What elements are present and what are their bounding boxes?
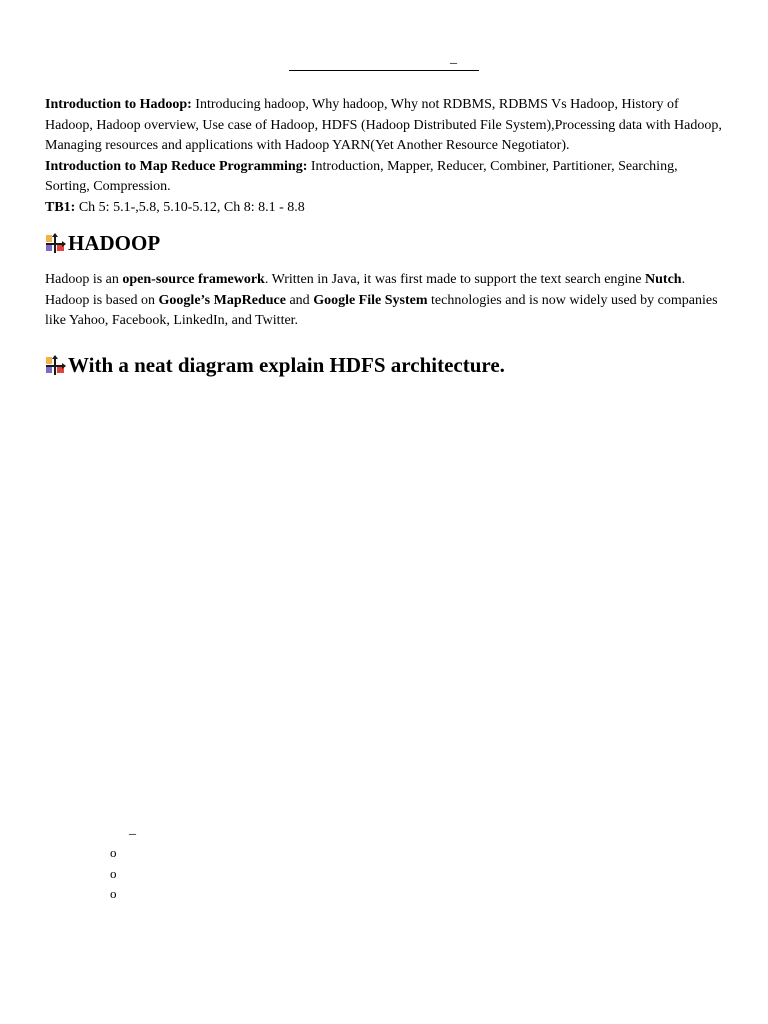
bullet-list [110,843,117,905]
tb-text: Ch 5: 5.1-,5.8, 5.10-5.12, Ch 8: 8.1 - 8.8 [75,199,305,215]
list-item: o [110,886,117,902]
list-item: o [110,845,117,860]
text-run: . Hadoop is based on [45,272,686,308]
hadoop-paragraph [45,270,725,332]
text-run: . Written in Java, it was first made to support the text search engine [264,272,646,287]
arrow-cross-icon [45,233,66,254]
text-run: and [285,292,314,308]
list-dash: _ [129,822,136,837]
intro-hadoop-text: Introducing hadoop, Why hadoop, Why not RDBMS, RDBMS Vs Hadoop, History of Hadoop, Hadoop overview, Use case of Hadoop, HDFS (Hadoop Distributed File System),Processing data with Hadoop, Managing resources and applications with Hadoop YARN(Yet Another Resource Negotiator). [45,97,722,154]
bold-run: open-source framework [122,272,265,287]
hdfs-heading-text: With a neat diagram explain HDFS architecture. [68,353,505,377]
text-run: technologies and is now widely used by companies like Yahoo, Facebook, LinkedIn, and Twitter. [45,292,718,329]
hadoop-heading [45,231,160,255]
intro-hadoop-paragraph [45,95,725,157]
bold-run: Google’s MapReduce [158,292,286,308]
text-run: Hadoop is an [45,272,123,287]
intro-hadoop-label: Introduction to Hadoop: [45,97,192,112]
intro-mapreduce-label: Introduction to Map Reduce Programming: [45,158,308,174]
intro-mapreduce-paragraph [45,157,725,198]
syllabus-block [45,95,725,219]
hadoop-heading-text: HADOOP [68,231,161,255]
list-item: o [110,865,117,881]
top-rule [289,70,479,71]
bold-run: Google File System [313,292,428,308]
intro-mapreduce-text: Introduction, Mapper, Reducer, Combiner, Partitioner, Searching, Sorting, Compression. [45,158,678,195]
bold-run: Nutch [645,272,682,287]
top-dash: _ [450,51,457,66]
tb-label: TB1: [45,199,76,215]
textbook-reference [45,198,725,219]
hdfs-heading [45,352,505,378]
arrow-cross-icon [45,355,66,376]
